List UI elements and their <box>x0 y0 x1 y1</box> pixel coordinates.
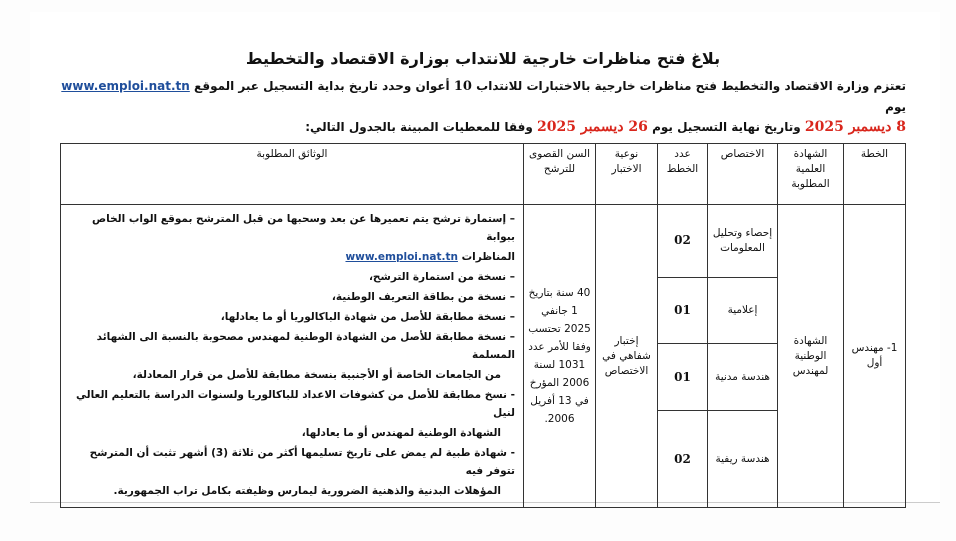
header-docs: الوثائق المطلوبة <box>61 144 524 205</box>
count-cell: 01 <box>658 344 708 411</box>
doc-item: - شهادة طبية لم يمض على تاريخ تسليمها أكثر من ثلاثة (3) أشهر تثبت أن المترشح تتوفر فيه <box>89 447 515 477</box>
count-cell: 01 <box>658 277 708 344</box>
test-cell: إختبار شفاهي في الاختصاص <box>596 205 658 508</box>
table-row <box>61 205 906 278</box>
intro-text: وتاريخ نهاية التسجيل يوم <box>652 120 801 134</box>
end-date: 26 ديسمبر 2025 <box>537 119 648 135</box>
doc-text: المناظرات <box>461 251 515 263</box>
count-cell: 02 <box>658 411 708 508</box>
header-age: السن القصوى للترشح <box>524 144 596 205</box>
website-link[interactable]: www.emploi.nat.tn <box>61 79 190 93</box>
specialty-cell: هندسة ريفية <box>708 411 778 508</box>
header-specialty: الاختصاص <box>708 144 778 205</box>
doc-item: - نسخ مطابقة للأصل من كشوفات الاعداد للباكالوريا ولسنوات الدراسة بالتعليم العالي لنيل <box>76 389 515 419</box>
doc-item: الشهادة الوطنية لمهندس أو ما يعادلها، <box>301 427 501 439</box>
doc-item: من الجامعات الخاصة أو الأجنبية بنسخة مطابقة للأصل من قرار المعادلة، <box>132 369 501 381</box>
intro-line-2 <box>60 117 906 137</box>
page-title: بلاغ فتح مناظرات خارجية للانتداب بوزارة الاقتصاد والتخطيط <box>245 49 721 68</box>
positions-table <box>60 143 906 508</box>
header-degree: الشهادة العلمية المطلوبة <box>778 144 844 205</box>
doc-item: – نسخة مطابقة للأصل من الشهادة الوطنية لمهندس مصحوبة بالنسبة الى الشهائد المسلمة <box>96 331 515 361</box>
doc-item: – إستمارة ترشح يتم تعميرها عن بعد وسحبها من قبل المترشح بموقع الواب الخاص ببوابة <box>92 213 515 243</box>
table-header-row <box>61 144 906 205</box>
header-test: نوعية الاختبار <box>596 144 658 205</box>
doc-item: – نسخة من بطاقة التعريف الوطنية، <box>331 291 515 303</box>
intro-text: يوم <box>885 100 906 114</box>
header-grade: الخطة <box>844 144 906 205</box>
grade-cell: 1- مهندس أول <box>844 205 906 508</box>
doc-item <box>69 248 515 266</box>
specialty-cell: هندسة مدنية <box>708 344 778 411</box>
doc-item: – نسخة مطابقة للأصل من شهادة الباكالوريا أو ما يعادلها، <box>220 311 515 323</box>
age-cell: 40 سنة بتاريخ 1 جانفي 2025 تحتسب وفقا للأمر عدد 1031 لسنة 2006 المؤرخ في 13 أفريل 2006. <box>524 205 596 508</box>
specialty-cell: إعلامية <box>708 277 778 344</box>
website-link[interactable]: www.emploi.nat.tn <box>345 251 458 263</box>
header-count: عدد الخطط <box>658 144 708 205</box>
start-date: 8 ديسمبر 2025 <box>804 119 906 135</box>
degree-cell: الشهادة الوطنية لمهندس <box>778 205 844 508</box>
specialty-cell: إحصاء وتحليل المعلومات <box>708 205 778 278</box>
intro-text: أعوان وحدد تاريخ بداية التسجيل عبر الموقع <box>194 79 450 93</box>
intro-line-1 <box>60 76 906 117</box>
intro-text: تعتزم وزارة الاقتصاد والتخطيط فتح مناظرات خارجية بالاختبارات للانتداب <box>476 79 906 93</box>
intro-text: وفقا للمعطيات المبينة بالجدول التالي: <box>305 120 533 134</box>
positions-count: 10 <box>453 79 472 94</box>
doc-item: – نسخة من استمارة الترشح، <box>368 271 515 283</box>
doc-item: المؤهلات البدنية والذهنية الضرورية ليمارس وظيفته بكامل تراب الجمهورية. <box>113 485 501 497</box>
count-cell: 02 <box>658 205 708 278</box>
docs-cell <box>61 205 524 508</box>
